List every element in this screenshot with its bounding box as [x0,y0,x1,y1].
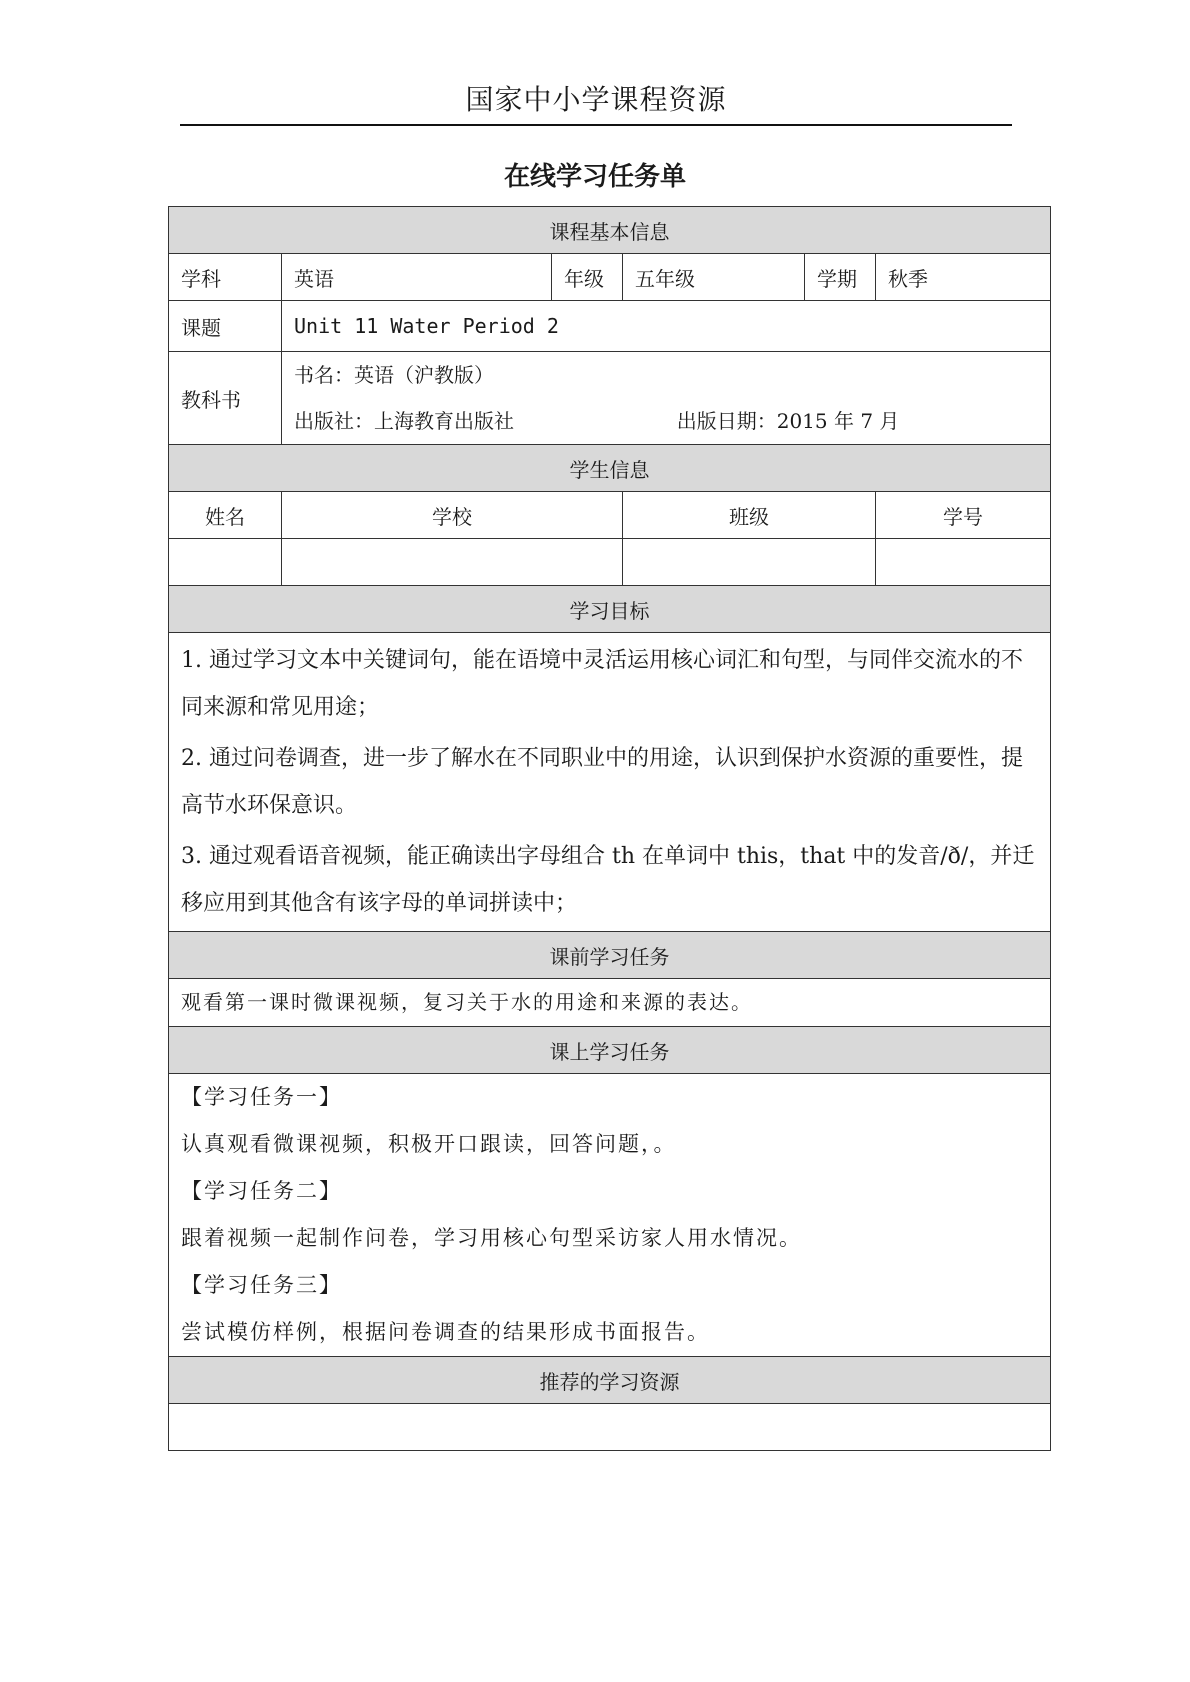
term-value: 秋季 [876,254,1051,301]
topic-label: 课题 [169,301,282,352]
student-school-field[interactable] [282,539,623,586]
student-class-label: 班级 [623,492,876,539]
subject-label: 学科 [169,254,282,301]
student-id-field[interactable] [876,539,1051,586]
book-name: 书名：英语（沪教版） [294,363,494,387]
pre-task-text: 观看第一课时微课视频，复习关于水的用途和来源的表达。 [169,979,1051,1027]
header-divider [180,124,1012,126]
page-header: 国家中小学课程资源 [465,83,727,116]
section-basic-info: 课程基本信息 [169,207,1051,254]
goals-content [169,633,1051,932]
publisher: 出版社：上海教育出版社 [294,409,514,433]
section-resources: 推荐的学习资源 [169,1357,1051,1404]
document-title: 在线学习任务单 [503,162,686,192]
student-id-label: 学号 [876,492,1051,539]
textbook-info [282,352,1051,445]
publisher-line [294,398,1038,444]
section-student-info: 学生信息 [169,445,1051,492]
grade-label: 年级 [552,254,623,301]
section-goals: 学习目标 [169,586,1051,633]
student-name-field[interactable] [169,539,282,586]
topic-value: Unit 11 Water Period 2 [282,301,1051,352]
goal-item-3: 3. 通过观看语音视频，能正确读出字母组合 th 在单词中 this，that 中的发音/ð/，并迁移应用到其他含有该字母的单词拼读中； [181,844,1035,916]
task-sheet-table [168,206,1051,1451]
textbook-label: 教科书 [169,352,282,445]
task-1-heading: 【学习任务一】 [181,1085,342,1109]
resources-content[interactable] [169,1404,1051,1451]
task-1-text: 认真观看微课视频，积极开口跟读，回答问题，。 [181,1132,677,1156]
goal-item-2: 2. 通过问卷调查，进一步了解水在不同职业中的用途，认识到保护水资源的重要性，提高节水环保意识。 [181,746,1023,818]
task-2-text: 跟着视频一起制作问卷，学习用核心句型采访家人用水情况。 [181,1226,802,1250]
student-name-label: 姓名 [169,492,282,539]
publish-date: 出版日期：2015 年 7 月 [676,409,900,433]
task-3-heading: 【学习任务三】 [181,1273,342,1297]
section-pre-tasks: 课前学习任务 [169,932,1051,979]
term-label: 学期 [805,254,876,301]
student-school-label: 学校 [282,492,623,539]
task-3-text: 尝试模仿样例，根据问卷调查的结果形成书面报告。 [181,1320,710,1344]
subject-value: 英语 [282,254,552,301]
section-class-tasks: 课上学习任务 [169,1027,1051,1074]
goal-item-1: 1. 通过学习文本中关键词句，能在语境中灵活运用核心词汇和句型，与同伴交流水的不同来源和常见用途； [181,648,1023,720]
grade-value: 五年级 [623,254,805,301]
task-2-heading: 【学习任务二】 [181,1179,342,1203]
student-class-field[interactable] [623,539,876,586]
class-tasks-content [169,1074,1051,1357]
